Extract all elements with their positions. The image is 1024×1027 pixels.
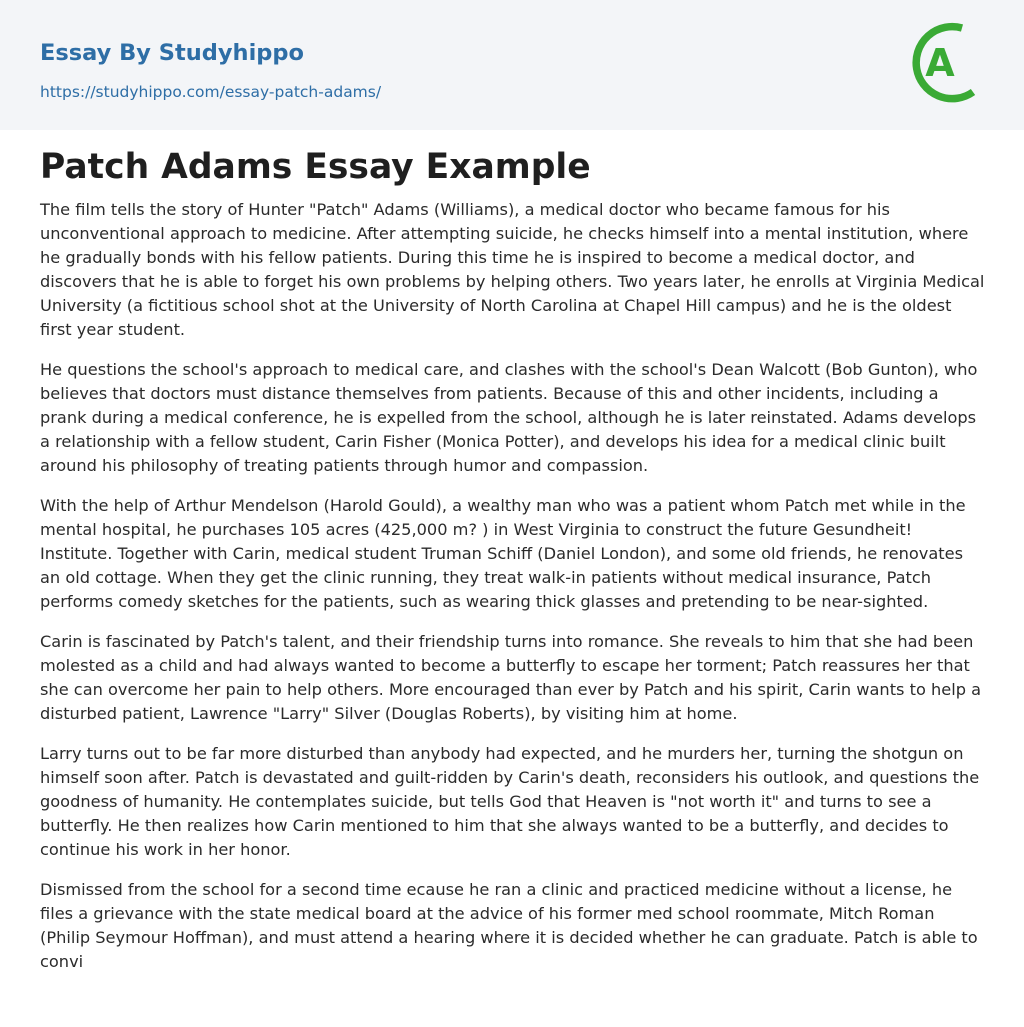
logo-letter: A — [925, 41, 955, 85]
site-header — [0, 0, 1024, 130]
source-url-link[interactable]: https://studyhippo.com/essay-patch-adams/ — [40, 83, 382, 101]
essay-paragraph-4: Carin is fascinated by Patch's talent, and their friendship turns into romance. She reveals to him that she had been molested as a child and had always wanted to become a butterfly to escape her torment; Patch reassures her that she can overcome her pain to help others. More encouraged than ever by Patch and his spirit, Carin wants to help a disturbed patient, Lawrence "Larry" Silver (Douglas Roberts), by visiting him at home. — [40, 632, 982, 723]
site-title[interactable]: Essay By Studyhippo — [40, 40, 304, 66]
article-body — [40, 144, 986, 974]
essay-paragraph-1: The film tells the story of Hunter "Patch" Adams (Williams), a medical doctor who became famous for his unconventional approach to medicine. After attempting suicide, he checks himself into a mental institution, where he gradually bonds with his fellow patients. During this time he is inspired to become a medical doctor, and discovers that he is able to forget his own problems by helping others. Two years later, he enrolls at Virginia Medical University (a fictitious school shot at the University of North Carolina at Chapel Hill campus) and he is the oldest first year student. — [40, 200, 985, 339]
page-title: Patch Adams Essay Example — [40, 147, 591, 187]
essay-paragraph-3: With the help of Arthur Mendelson (Harold Gould), a wealthy man who was a patient whom Patch met while in the mental hospital, he purchases 105 acres (425,000 m? ) in West Virginia to construct the future Gesundheit! Institute. Together with Carin, medical student Truman Schiff (Daniel London), and some old friends, he renovates an old cottage. When they get the clinic running, they treat walk-in patients without medical insurance, Patch performs comedy sketches for the patients, such as wearing thick glasses and pretending to be near-sighted. — [40, 496, 966, 611]
essay-paragraph-2: He questions the school's approach to medical care, and clashes with the school's Dean Walcott (Bob Gunton), who believes that doctors must distance themselves from patients. Because of this and other incidents, including a prank during a medical conference, he is expelled from the school, although he is later reinstated. Adams develops a relationship with a fellow student, Carin Fisher (Monica Potter), and develops his idea for a medical clinic built around his philosophy of treating patients through humor and compassion. — [40, 360, 978, 475]
essay-paragraph-5: Larry turns out to be far more disturbed than anybody had expected, and he murders her, turning the shotgun on himself soon after. Patch is devastated and guilt-ridden by Carin's death, reconsiders his outlook, and questions the goodness of humanity. He contemplates suicide, but tells God that Heaven is "not worth it" and turns to see a butterfly. He then realizes how Carin mentioned to him that she always wanted to be a butterfly, and decides to continue his work in her honor. — [40, 744, 980, 859]
essay-paragraph-6: Dismissed from the school for a second time ecause he ran a clinic and practiced medicine without a license, he files a grievance with the state medical board at the advice of his former med school roommate, Mitch Roman (Philip Seymour Hoffman), and must attend a hearing where it is decided whether he can graduate. Patch is able to convi — [40, 880, 978, 971]
studyhippo-logo-icon[interactable] — [912, 20, 986, 104]
